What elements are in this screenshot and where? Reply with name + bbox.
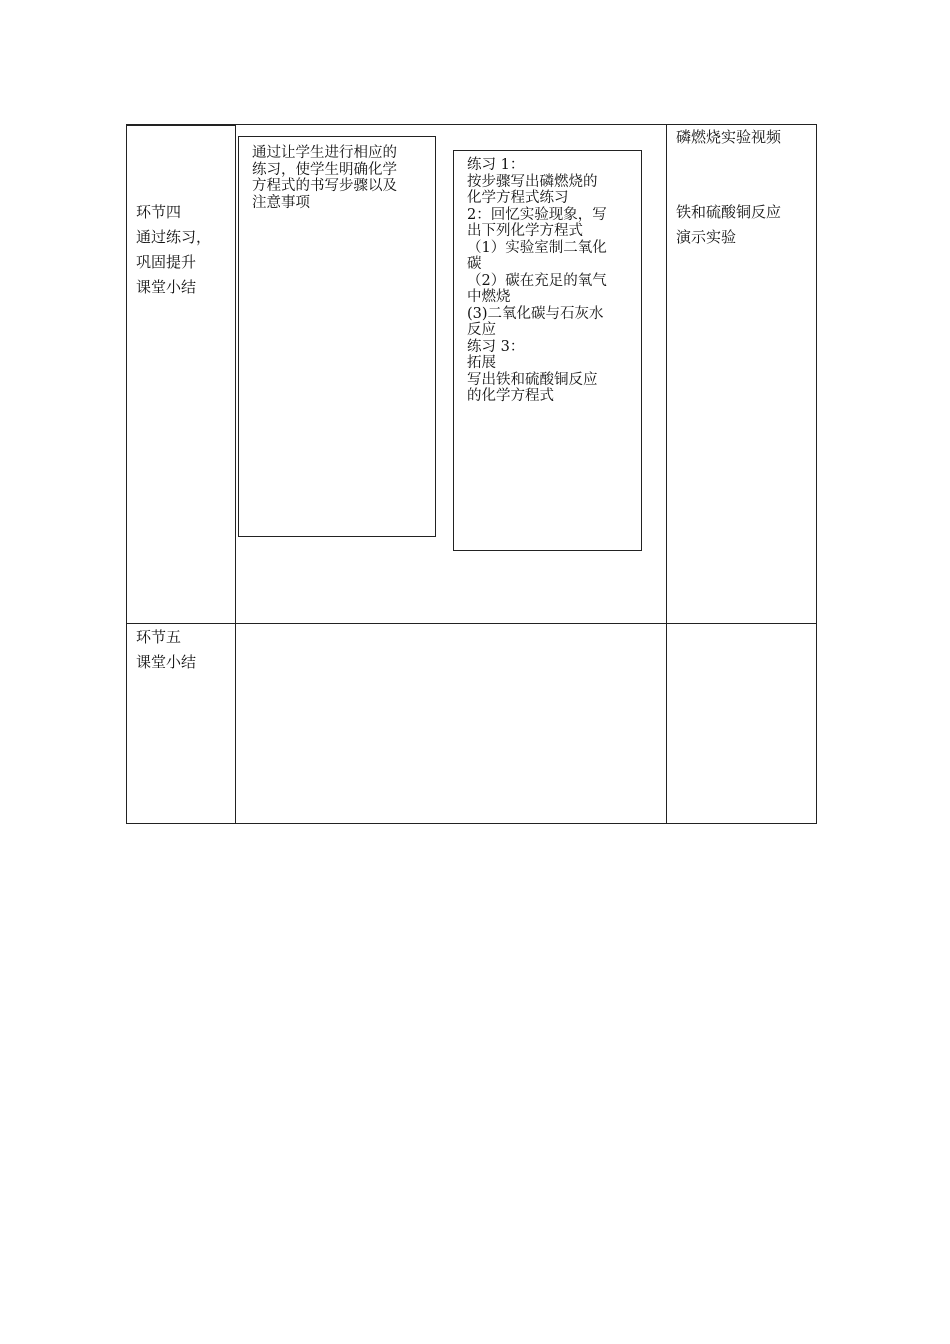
stage-four-label-line: 课堂小结: [136, 278, 197, 296]
resource-line: [676, 150, 781, 175]
table-top-border-left: [126, 124, 236, 126]
exercises-line: 中燃烧: [467, 289, 511, 305]
exercises-line: 拓展: [467, 355, 496, 371]
exercises-line: （1）实验室制二氧化: [467, 239, 607, 256]
exercises-line: 按步骤写出磷燃烧的: [467, 173, 598, 190]
exercises-line: 练习 3：: [467, 338, 525, 355]
table-left-border: [126, 124, 127, 824]
stage-four-label-line: 巩固提升: [136, 253, 197, 271]
stage-four-label: [136, 200, 211, 300]
exercises-line: 化学方程式练习: [467, 190, 569, 206]
exercises-line: 练习 1：: [467, 157, 525, 173]
design-intent-text: [252, 145, 397, 211]
exercises-line: 出下列化学方程式: [467, 223, 583, 239]
exercises-line: 的化学方程式: [467, 388, 554, 404]
table-row-divider: [126, 623, 817, 624]
exercises-line: (3)二氧化碳与石灰水: [467, 305, 604, 322]
exercises-line: 反应: [467, 322, 496, 338]
table-bottom-border: [126, 823, 817, 824]
design-intent-line: 方程式的书写步骤以及: [252, 178, 397, 194]
design-intent-line: 练习，使学生明确化学: [252, 161, 397, 178]
table-right-border: [816, 124, 817, 824]
exercises-line: 碳: [467, 256, 482, 272]
exercises-line: 写出铁和硫酸铜反应: [467, 371, 598, 388]
resource-line: 铁和硫酸铜反应: [676, 203, 782, 221]
stage-five-label-line: 课堂小结: [136, 653, 197, 671]
stage-five-label: [136, 625, 196, 675]
stage-four-label-line: 环节四: [136, 203, 182, 221]
exercises-line: （2）碳在充足的氧气: [467, 272, 607, 289]
stage-five-label-line: 环节五: [136, 628, 182, 646]
resource-line: 演示实验: [676, 228, 737, 246]
resource-line: [676, 175, 781, 200]
table-col-divider-1: [235, 124, 236, 824]
exercises-line: 2：回忆实验现象，写: [467, 206, 607, 223]
table-col-divider-2: [666, 124, 667, 824]
stage-four-label-line: 通过练习，: [136, 228, 212, 246]
design-intent-line: 注意事项: [252, 194, 310, 211]
exercises-text: [467, 157, 607, 405]
resources-text: [676, 125, 781, 250]
design-intent-line: 通过让学生进行相应的: [252, 145, 397, 161]
resource-line: 磷燃烧实验视频: [676, 128, 782, 146]
